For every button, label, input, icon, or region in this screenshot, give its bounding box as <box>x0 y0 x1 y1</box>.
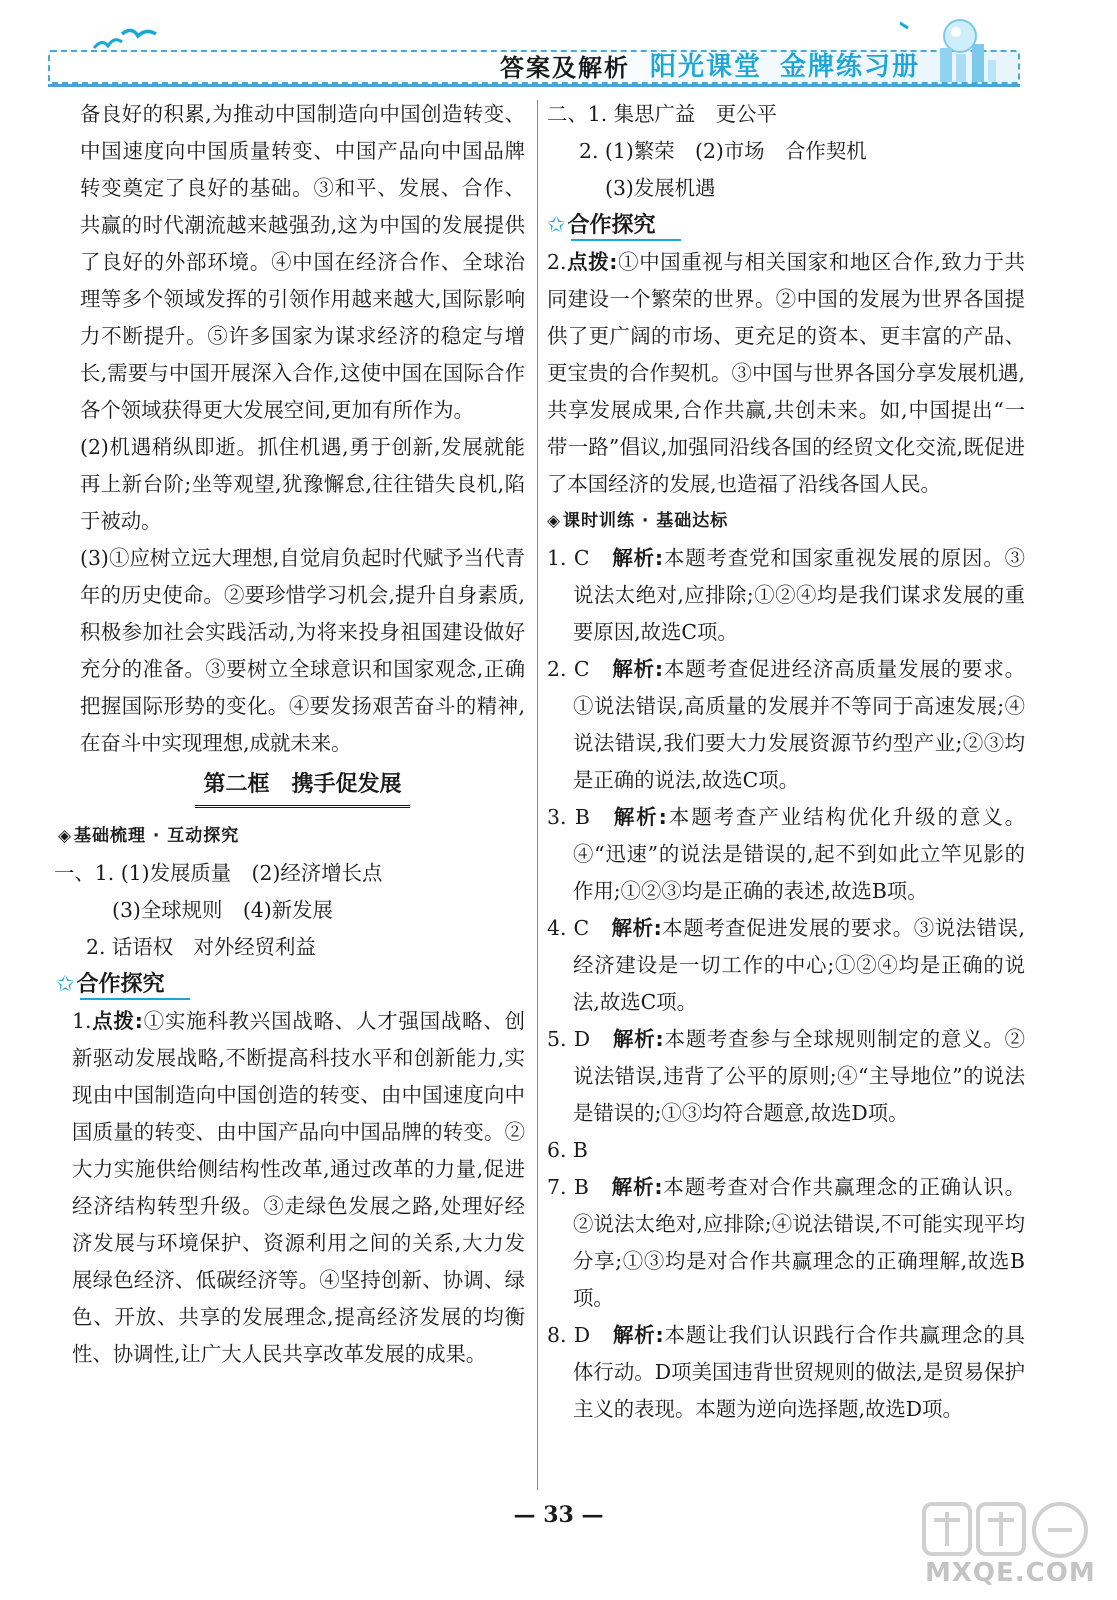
left-paragraph-1: 备良好的积累,为推动中国制造向中国创造转变、中国速度向中国质量转变、中国产品向中国品牌转变奠定了良好的基础。③和平、发展、合作、共赢的时代潮流越来越强劲,这为中国的发展提供了良好的外部环境。④中国在经济合作、全球治理等多个领域发挥的引领作用越来越大,国际影响力不断提升。⑤许多国家为谋求经济的稳定与增长,需要与中国开展深入合作,这使中国在国际合作各个领域获得更大发展空间,更加有所作为。 <box>80 102 525 422</box>
answer-list <box>547 540 1025 1428</box>
header-brand-sunshine: 阳光课堂 <box>650 52 763 82</box>
coop-explore-label-right <box>547 207 655 244</box>
answer-item <box>547 910 1025 1021</box>
answer-line-1-3: 2. 话语权 对外经贸利益 <box>86 935 316 959</box>
answer-analysis-key: 解析: <box>611 657 664 681</box>
answer-number: 2. C <box>547 657 590 681</box>
coop-explore-text-left: 合作探究 <box>76 972 165 997</box>
section-title-text: 第二框 携手促发展 <box>195 766 409 808</box>
answer-line-2-1: 二、1. 集思广益 更公平 <box>547 102 777 126</box>
diamond-icon: ◈ <box>58 826 73 846</box>
answer-analysis-text: 本题考查参与全球规则制定的意义。②说法错误,违背了公平的原则;④“主导地位”的说法是错误的;①③均符合题意,故选D项。 <box>573 1027 1025 1125</box>
header-rule <box>48 84 1020 87</box>
answer-analysis-key: 解析: <box>610 1175 663 1199</box>
answer-analysis-key: 解析: <box>612 1323 664 1347</box>
answer-number: 7. B <box>547 1175 589 1199</box>
answer-analysis-key: 解析: <box>611 916 662 940</box>
coop-answer-2-num: 2. <box>547 250 567 274</box>
answer-number: 6. B <box>547 1138 588 1162</box>
coop-answer-2 <box>547 244 1025 503</box>
column-divider <box>537 100 538 1490</box>
answer-analysis-key: 解析: <box>611 546 664 570</box>
answer-number: 4. C <box>547 916 590 940</box>
left-paragraph-2: (2)机遇稍纵即逝。抓住机遇,勇于创新,发展就能再上新台阶;坐等观望,犹豫懈怠,往往错失良机,陷于被动。 <box>80 435 525 533</box>
answer-item <box>547 799 1025 910</box>
answer-line-2-2: 2. (1)繁荣 (2)市场 合作契机 <box>579 139 867 163</box>
right-column <box>547 96 1025 1428</box>
coop-answer-1-hint: 点拨: <box>91 1009 143 1033</box>
answer-item <box>547 1317 1025 1428</box>
diamond-icon: ◈ <box>547 511 562 531</box>
left-paragraph-3: (3)①应树立远大理想,自觉肩负起时代赋予当代青年的历史使命。②要珍惜学习机会,提升自身素质,积极参加社会实践活动,为将来投身祖国建设做好充分的准备。③要树立全球意识和国家观念,正确把握国际形势的变化。④要发扬艰苦奋斗的精神,在奋斗中实现理想,成就未来。 <box>80 546 525 755</box>
coop-underline <box>571 239 681 241</box>
answer-analysis-text: 本题考查对合作共赢理念的正确认识。②说法太绝对,应排除;④说法错误,不可能实现平均分享;①③均是对合作共赢理念的正确理解,故选B项。 <box>573 1175 1026 1310</box>
answer-analysis-text: 本题考查党和国家重视发展的原因。③说法太绝对,应排除;①②④均是我们谋求发展的重要原因,故选C项。 <box>573 546 1025 644</box>
answer-number: 1. C <box>547 546 590 570</box>
answer-line-1-1: 一、1. (1)发展质量 (2)经济增长点 <box>54 861 383 885</box>
answer-item <box>547 651 1025 799</box>
answer-line-2-3: (3)发展机遇 <box>605 176 716 200</box>
answer-analysis-text: 本题让我们认识践行合作共赢理念的具体行动。D项美国违背世贸规则的做法,是贸易保护主义的表现。本题为逆向选择题,故选D项。 <box>573 1323 1025 1421</box>
section-title <box>80 766 525 808</box>
answer-number: 3. B <box>547 805 590 829</box>
star-icon: ✩ <box>547 213 566 238</box>
answer-line-1-2: (3)全球规则 (4)新发展 <box>112 898 333 922</box>
answer-analysis-text: 本题考查产业结构优化升级的意义。④“迅速”的说法是错误的,起不到如此立竿见影的作用;①②③均是正确的表述,故选B项。 <box>573 805 1026 903</box>
answer-item <box>547 1021 1025 1132</box>
page-header <box>0 0 1117 96</box>
answer-number: 8. D <box>547 1323 591 1347</box>
training-text: 课时训练 · 基础达标 <box>563 511 729 531</box>
answer-analysis-text: 本题考查促进发展的要求。③说法错误,经济建设是一切工作的中心;①②④均是正确的说法,故选C项。 <box>573 916 1025 1014</box>
coop-underline <box>80 998 190 1000</box>
coop-explore-text-right: 合作探究 <box>567 213 656 238</box>
header-brand-gold: 金牌练习册 <box>780 52 921 82</box>
answer-number: 5. D <box>547 1027 591 1051</box>
coop-answer-2-hint: 点拨: <box>566 250 618 274</box>
seagull-icon <box>92 28 162 62</box>
basic-review-text: 基础梳理 · 互动探究 <box>74 826 240 846</box>
coop-answer-1 <box>72 1003 525 1373</box>
header-answer-title: 答案及解析 <box>500 54 630 82</box>
coop-explore-label-left <box>56 966 164 1003</box>
training-label <box>547 503 1025 540</box>
star-icon: ✩ <box>56 972 75 997</box>
dandelion-icon <box>900 8 1010 88</box>
coop-answer-2-text: ①中国重视与相关国家和地区合作,致力于共同建设一个繁荣的世界。②中国的发展为世界各国提供了更广阔的市场、更充足的资本、更丰富的产品、更宝贵的合作契机。③中国与世界各国分享发展机遇,共享发展成果,合作共赢,共创未来。如,中国提出“一带一路”倡议,加强同沿线各国的经贸文化交流,既促进了本国经济的发展,也造福了沿线各国人民。 <box>547 250 1025 496</box>
left-column <box>54 96 526 1373</box>
answer-item <box>547 1132 1025 1169</box>
basic-review-label <box>58 818 525 855</box>
coop-answer-1-text: ①实施科教兴国战略、人才强国战略、创新驱动发展战略,不断提高科技水平和创新能力,实现由中国制造向中国创造的转变、由中国速度向中国质量的转变、由中国产品向中国品牌的转变。②大力实施供给侧结构性改革,通过改革的力量,促进经济结构转型升级。③走绿色发展之路,处理好经济发展与环境保护、资源利用之间的关系,大力发展绿色经济、低碳经济等。④坚持创新、协调、绿色、开放、共享的发展理念,提高经济发展的均衡性、协调性,让广大人民共享改革发展的成果。 <box>72 1009 526 1366</box>
answer-item <box>547 540 1025 651</box>
coop-answer-1-num: 1. <box>72 1009 92 1033</box>
answer-item <box>547 1169 1025 1317</box>
answer-analysis-key: 解析: <box>611 805 667 829</box>
answer-analysis-text: 本题考查促进经济高质量发展的要求。①说法错误,高质量的发展并不等同于高速发展;④说法错误,我们要大力发展资源节约型产业;②③均是正确的说法,故选C项。 <box>573 657 1025 792</box>
page-number: — 33 — <box>513 1502 604 1528</box>
watermark-text: MXQE.COM <box>925 1558 1096 1588</box>
answer-analysis-key: 解析: <box>612 1027 664 1051</box>
